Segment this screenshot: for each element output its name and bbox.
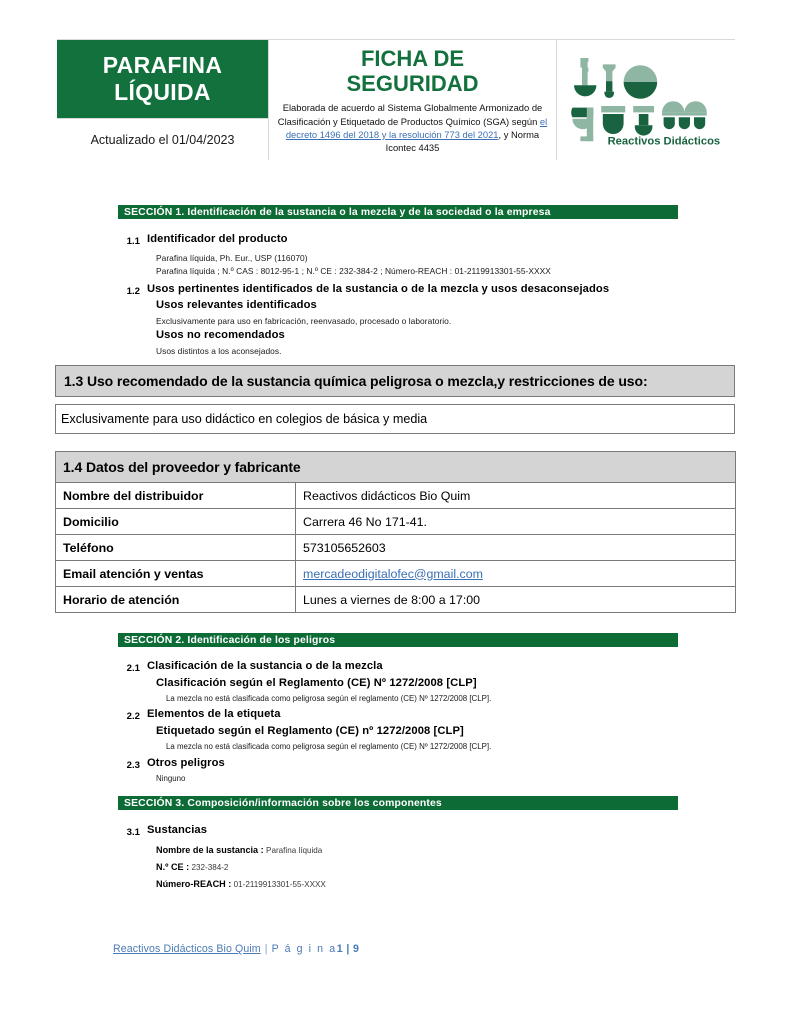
updated-date: Actualizado el 01/04/2023 xyxy=(57,118,268,160)
reach-number-field xyxy=(156,879,326,889)
row-value-horario: Lunes a viernes de 8:00 a 17:00 xyxy=(296,587,736,613)
item-2-2-sub: Etiquetado según el Reglamento (CE) nº 1272/2008 [CLP] xyxy=(156,725,464,737)
item-2-1-title: Clasificación de la sustancia o de la mezcla xyxy=(147,660,383,672)
document-header xyxy=(57,39,735,160)
item-2-2-number: 2.2 xyxy=(126,711,140,722)
item-1-1-title: Identificador del producto xyxy=(147,233,288,245)
item-2-1-text: La mezcla no está clasificada como peligrosa según el reglamento (CE) Nº 1272/2008 [CLP]. xyxy=(166,694,492,703)
row-value-domicilio: Carrera 46 No 171-41. xyxy=(296,509,736,535)
logo-tagline-text: Reactivos Didácticos xyxy=(607,135,721,148)
item-2-3-number: 2.3 xyxy=(126,760,140,771)
section-1-banner: SECCIÓN 1. Identificación de la sustancia o la mezcla y de la sociedad o la empresa xyxy=(117,204,679,220)
row-label-horario: Horario de atención xyxy=(56,587,296,613)
table-row xyxy=(56,483,736,509)
item-2-3-title: Otros peligros xyxy=(147,757,225,769)
item-1-2-sub2: Usos no recomendados xyxy=(156,329,285,341)
row-label-telefono: Teléfono xyxy=(56,535,296,561)
ce-number-field xyxy=(156,862,228,872)
reach-number-label: Número-REACH : xyxy=(156,879,232,889)
bioquim-logo xyxy=(566,50,726,150)
header-product-cell xyxy=(57,40,269,160)
item-3-1-number: 3.1 xyxy=(126,827,140,838)
substance-name-label: Nombre de la sustancia : xyxy=(156,845,264,855)
item-1-2-sub1: Usos relevantes identificados xyxy=(156,299,317,311)
header-doc-title-cell xyxy=(269,40,557,160)
substance-name-field xyxy=(156,845,322,855)
item-1-2-number: 1.2 xyxy=(126,286,140,297)
doc-subtitle xyxy=(277,101,548,154)
email-link[interactable]: mercadeodigitalofec@gmail.com xyxy=(303,566,483,581)
row-label-email: Email atención y ventas xyxy=(56,561,296,587)
item-2-1-sub: Clasificación según el Reglamento (CE) Nº 1272/2008 [CLP] xyxy=(156,677,477,689)
row-value-telefono: 573105652603 xyxy=(296,535,736,561)
item-1-1-line2: Parafina líquida ; N.º CAS : 8012-95-1 ; N.º CE : 232-384-2 ; Número-REACH : 01-2119913301-55-XXXX xyxy=(156,266,551,276)
item-2-1-number: 2.1 xyxy=(126,663,140,674)
row-label-domicilio: Domicilio xyxy=(56,509,296,535)
header-logo-cell xyxy=(557,40,735,160)
row-value-email xyxy=(296,561,736,587)
item-1-2-sub1-text: Exclusivamente para uso en fabricación, reenvasado, procesado o laboratorio. xyxy=(156,316,452,326)
section-2-banner: SECCIÓN 2. Identificación de los peligros xyxy=(117,632,679,648)
section-3-banner: SECCIÓN 3. Composición/información sobre los componentes xyxy=(117,795,679,811)
supplier-table xyxy=(55,451,736,613)
product-title-block xyxy=(57,40,268,118)
item-1-3-body: Exclusivamente para uso didáctico en colegios de básica y media xyxy=(55,404,735,434)
decree-link[interactable]: el decreto 1496 del 2018 y la resolución 773 del 2021 xyxy=(285,115,548,140)
supplier-table-title-row xyxy=(56,452,736,483)
table-row xyxy=(56,561,736,587)
footer-company-link[interactable]: Reactivos Didácticos Bio Quim xyxy=(113,943,261,955)
ce-number-label: N.º CE : xyxy=(156,862,190,872)
table-row xyxy=(56,535,736,561)
row-label-distribuidor: Nombre del distribuidor xyxy=(56,483,296,509)
item-1-1-number: 1.1 xyxy=(126,236,140,247)
item-1-3-title: 1.3 Uso recomendado de la sustancia química peligrosa o mezcla,y restricciones de uso: xyxy=(55,365,735,397)
item-1-2-sub2-text: Usos distintos a los aconsejados. xyxy=(156,346,282,356)
item-2-2-text: La mezcla no está clasificada como peligrosa según el reglamento (CE) Nº 1272/2008 [CLP]. xyxy=(166,742,492,751)
item-1-2-title: Usos pertinentes identificados de la sustancia o de la mezcla y usos desaconsejados xyxy=(147,283,610,295)
row-value-distribuidor: Reactivos didácticos Bio Quim xyxy=(296,483,736,509)
item-2-2-title: Elementos de la etiqueta xyxy=(147,708,281,720)
footer-page-number: 1 | 9 xyxy=(336,943,360,955)
table-row xyxy=(56,509,736,535)
table-row xyxy=(56,587,736,613)
item-1-1-line1: Parafina líquida, Ph. Eur., USP (116070) xyxy=(156,253,308,263)
reach-number-value: 01-2119913301-55-XXXX xyxy=(233,880,326,889)
doc-title-line1: FICHA DE xyxy=(360,46,465,71)
doc-subtitle-part1: Elaborada de acuerdo al Sistema Globalmente Armonizado de Clasificación y Etiquetado de Productos Químico (SGA) según xyxy=(277,102,543,127)
item-2-3-text: Ninguno xyxy=(156,774,186,783)
item-1-4-title: 1.4 Datos del proveedor y fabricante xyxy=(56,452,736,483)
substance-name-value: Parafina líquida xyxy=(266,846,323,855)
doc-title-line2: SEGURIDAD xyxy=(346,71,479,97)
footer-separator: | xyxy=(264,943,268,955)
page-footer xyxy=(113,943,359,955)
ce-number-value: 232-384-2 xyxy=(191,863,229,872)
doc-title xyxy=(277,46,548,96)
item-3-1-title: Sustancias xyxy=(147,824,208,836)
product-title-line2: LÍQUIDA xyxy=(114,79,211,105)
footer-page-label: P á g i n a xyxy=(271,943,337,955)
product-title-line1: PARAFINA xyxy=(102,51,223,78)
doc-subtitle-part2: , y Norma Icontec 4435 xyxy=(385,128,540,154)
